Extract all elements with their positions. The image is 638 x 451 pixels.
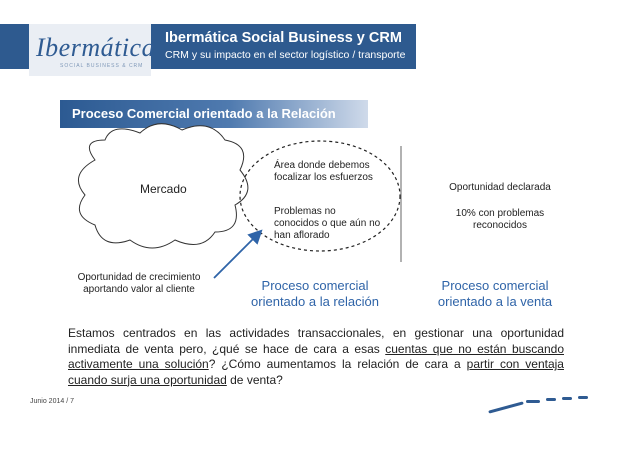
cloud-caption [60, 272, 218, 296]
relation-process-label [240, 278, 390, 310]
body-paragraph [68, 326, 564, 388]
cloud-caption-line-2: aportando valor al cliente [83, 284, 195, 295]
declared-line-1: 10% con problemas [455, 208, 545, 219]
logo-text: Ibermática [36, 33, 156, 62]
body-underline-2: partir con ventaja cuando surja una oportunidad [68, 357, 564, 387]
problems-text [274, 206, 380, 242]
body-underline-1: cuentas que no están buscando activamente una solución [68, 341, 564, 371]
relation-line-1: Proceso comercial [261, 278, 369, 293]
sales-line-2: orientado a la venta [437, 294, 553, 309]
cloud-caption-line-1: Oportunidad de crecimiento [77, 272, 201, 283]
body-text-3: de venta? [226, 372, 283, 387]
sales-line-1: Proceso comercial [441, 278, 549, 293]
presentation-subtitle: CRM y su impacto en el sector logístico / transporte [165, 49, 406, 61]
footer-logo-mark [488, 392, 608, 416]
problems-line-1: Problemas no [274, 206, 336, 217]
focus-line-2: focalizar los esfuerzos [274, 172, 373, 183]
growth-arrow [214, 232, 260, 278]
logo-tagline: SOCIAL BUSINESS & CRM [60, 63, 144, 69]
declared-opportunity-detail [430, 208, 570, 232]
body-text-1: Estamos centrados en las actividades transaccionales, en gestionar una oportunidad inmediata de venta pero, ¿qué se hace de cara a esas [68, 326, 564, 356]
body-text-2: ? ¿Cómo aumentamos la relación de cara a [208, 357, 467, 371]
presentation-title: Ibermática Social Business y CRM [165, 30, 402, 46]
declared-line-2: reconocidos [473, 220, 527, 231]
problems-line-3: han aflorado [274, 230, 330, 241]
declared-opportunity-title: Oportunidad declarada [449, 182, 551, 193]
problems-line-2: conocidos o que aún no [274, 218, 381, 229]
section-title: Proceso Comercial orientado a la Relación [72, 106, 336, 121]
focus-line-1: Área donde debemos [274, 160, 370, 171]
sales-process-label [420, 278, 570, 310]
relation-line-2: orientado a la relación [251, 294, 379, 309]
focus-text [274, 160, 373, 184]
footer-date-page: Junio 2014 / 7 [30, 398, 74, 405]
cloud-label: Mercado [140, 182, 187, 196]
